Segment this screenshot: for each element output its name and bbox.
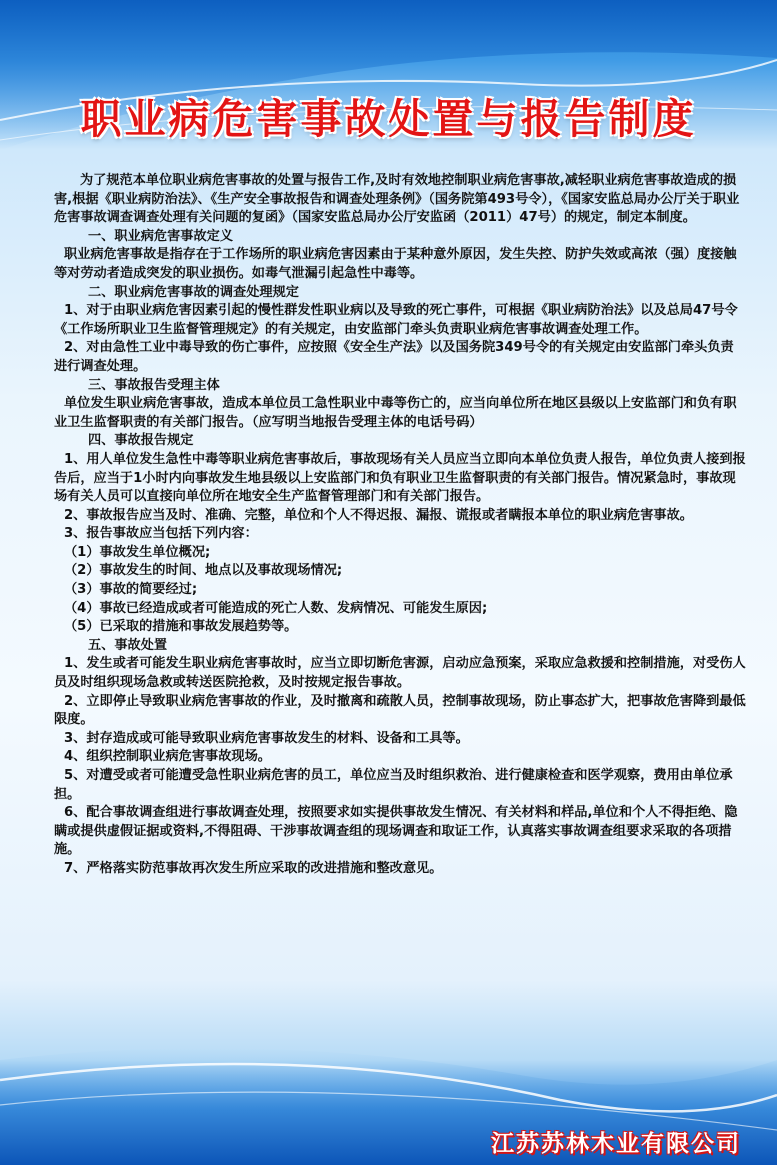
section-5-paragraph-6: 6、配合事故调查组进行事故调查处理，按照要求如实提供事故发生情况、有关材料和样品,单位和个人不得拒绝、隐瞒或提供虚假证据或资料,不得阻碍、干涉事故调查组的现场调查和取证工作，认真落实事故调查组要求采取的各项措施。 [54,805,738,858]
section-3-paragraph: 单位发生职业病危害事故，造成本单位员工急性职业中毒等伤亡的，应当向单位所在地区县级以上安监部门和负有职业卫生监督职责的有关部门报告。（应写明当地报告受理主体的电话号码） [54,396,737,430]
list-item: （3）事故的简要经过; [64,582,198,598]
section-4-paragraph-1: 1、用人单位发生急性中毒等职业病危害事故后，事故现场有关人员应当立即向本单位负责人报告，单位负责人接到报告后，应当于1小时内向事故发生地县级以上安监部门和负有职业卫生监督职责的有关部门报告。情况紧急时，事故现场有关人员可以直接向单位所在地安全生产监督管理部门和有关部门报告。 [54,451,746,505]
list-item: （2）事故发生的时间、地点以及事故现场情况; [64,563,343,579]
section-5-paragraph-4: 4、组织控制职业病危害事故现场。 [64,749,271,765]
list-item: （4）事故已经造成或者可能造成的死亡人数、发病情况、可能发生原因; [64,600,488,616]
section-5-paragraph-3: 3、封存造成或可能导致职业病危害事故发生的材料、设备和工具等。 [64,730,469,746]
section-5-paragraph-5: 5、对遭受或者可能遭受急性职业病危害的员工，单位应当及时组织救治、进行健康检查和医学观察，费用由单位承担。 [54,768,733,802]
section-1-paragraph: 职业病危害事故是指存在于工作场所的职业病危害因素由于某种意外原因，发生失控、防护失效或高浓（强）度接触等对劳动者造成突发的职业损伤。如毒气泄漏引起急性中毒等。 [54,247,737,281]
section-3-heading: 三、事故报告受理主体 [88,377,220,393]
section-2-paragraph-2: 2、对由急性工业中毒导致的伤亡事件，应按照《安全生产法》以及国务院349号令的有关规定由安监部门牵头负责进行调查处理。 [54,340,734,374]
section-4-paragraph-3: 3、报告事故应当包括下列内容： [64,526,258,542]
regulation-text [54,172,746,879]
section-5-paragraph-7: 7、严格落实防范事故再次发生所应采取的改进措施和整改意见。 [64,860,443,876]
section-4-heading: 四、事故报告规定 [88,433,194,449]
list-item: （1）事故发生单位概况; [64,544,211,560]
list-item: （5）已采取的措施和事故发展趋势等。 [64,619,298,635]
company-name: 江苏苏林木业有限公司 [491,1131,741,1157]
section-4-paragraph-2: 2、事故报告应当及时、准确、完整，单位和个人不得迟报、漏报、谎报或者瞒报本单位的职业病危害事故。 [64,507,693,523]
section-2-heading: 二、职业病危害事故的调查处理规定 [88,284,299,300]
intro-paragraph: 为了规范本单位职业病危害事故的处置与报告工作,及时有效地控制职业病危害事故,减轻职业病危害事故造成的损害,根据《职业病防治法》、《生产安全事故报告和调查处理条例》（国务院第493号令），《国家安监总局办公厅关于职业危害事故调查调查处理有关问题的复函》（国家安监总局办公厅安监函（2011）47号）的规定，制定本制度。 [54,173,740,226]
section-5-paragraph-1: 1、发生或者可能发生职业病危害事故时，应当立即切断危害源，启动应急预案，采取应急救援和控制措施，对受伤人员及时组织现场急救或转送医院抢救，及时按规定报告事故。 [54,656,746,691]
section-2-paragraph-1: 1、对于由职业病危害因素引起的慢性群发性职业病以及导致的死亡事件，可根据《职业病防治法》以及总局47号令《工作场所职业卫生监督管理规定》的有关规定，由安监部门牵头负责职业病危害事故调查处理工作。 [54,303,738,337]
section-5-paragraph-2: 2、立即停止导致职业病危害事故的作业，及时撤离和疏散人员，控制事故现场，防止事态扩大，把事故危害降到最低限度。 [54,693,746,728]
page-title: 职业病危害事故处置与报告制度 [80,95,697,143]
section-1-heading: 一、职业病危害事故定义 [88,228,234,244]
section-5-heading: 五、事故处置 [88,637,168,653]
